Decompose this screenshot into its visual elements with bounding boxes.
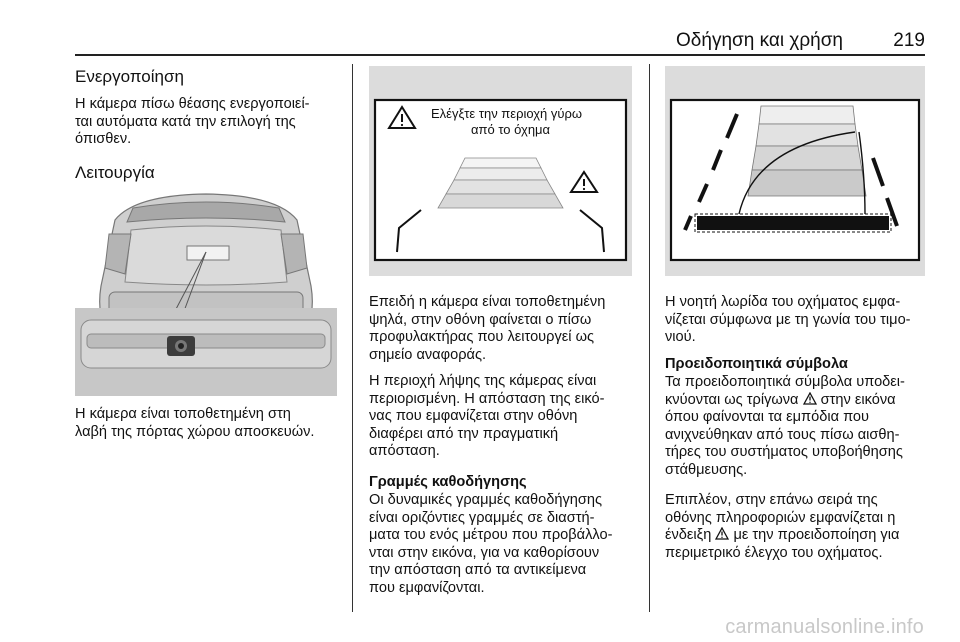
heading-guidelines: Γραμμές καθοδήγησης [369,474,527,490]
col2-paragraph-3: Οι δυναμικές γραμμές καθοδήγησης είναι οριζόντιες γραμμές σε διαστή- ματα του ενός μέτρου που προβάλλο- νται στην εικόνα, για να καθορίσουν την απόσταση από τα αντικείμενα που εμφανίζονται. [369,492,613,596]
warning-triangle-icon [803,392,817,405]
heading-warning-symbols: Προειδοποιητικά σύμβολα [665,356,848,372]
col3-paragraph-3-start: Επιπλέον, στην επάνω σειρά της οθόνης πληροφοριών εμφανίζεται η ένδειξη [665,492,896,544]
camera-icon [167,336,195,356]
col2-paragraph-1: Επειδή η κάμερα είναι τοποθετημένη ψηλά, στην οθόνη φαίνεται ο πίσω προφυλακτήρας που λειτουργεί ως σημείο αναφοράς. [369,294,606,363]
activation-text: Η κάμερα πίσω θέασης ενεργοποιεί- ται αυτόματα κατά την επιλογή της όπισθεν. [75,96,310,148]
watermark: carmanualsonline.info [725,616,924,638]
col3-paragraph-3-end: με την προειδοποίηση για περιμετρικό έλεγχο του οχήματος. [665,527,900,561]
heading-operation: Λειτουργία [75,163,155,182]
col2-paragraph-2: Η περιοχή λήψης της κάμερας είναι περιορισμένη. Η απόσταση της εικό- νας που εμφανίζεται στην οθόνη διαφέρει από την πραγματική απόσταση. [369,373,605,460]
banner-line-1: Ελέγξτε την περιοχή γύρω [431,106,583,121]
banner-line-2: από το όχημα [471,122,551,137]
section-title: Οδήγηση και χρήση [676,30,843,51]
column-divider-1 [352,64,353,612]
figure-1-caption: Η κάμερα είναι τοποθετημένη στη λαβή της πόρτας χώρου αποσκευών. [75,406,315,440]
warning-triangle-icon [715,527,729,540]
figure-camera-display [369,66,632,276]
page-header [75,30,925,54]
col3-paragraph-3 [665,492,930,562]
col3-paragraph-1: Η νοητή λωρίδα του οχήματος εμφα- νίζεται σύμφωνα με τη γωνία του τιμο- νιού. [665,294,911,346]
header-rule [75,54,925,56]
heading-activation: Ενεργοποίηση [75,67,184,86]
page-number: 219 [893,30,925,51]
figure-camera-location [75,190,337,396]
col3-paragraph-2 [665,374,930,480]
col3-paragraph-2-end: στην εικόνα όπου φαίνονται τα εμπόδια που ανιχνεύθηκαν από τους πίσω αισθη- τήρες του συστήματος υποβοήθησης στάθμευσης. [665,391,903,478]
col3-paragraph-2-start: Τα προειδοποιητικά σύμβολα υποδει- κνύονται ως τρίγωνα [665,374,905,408]
column-divider-2 [649,64,650,612]
figure-vehicle-lane [665,66,925,276]
